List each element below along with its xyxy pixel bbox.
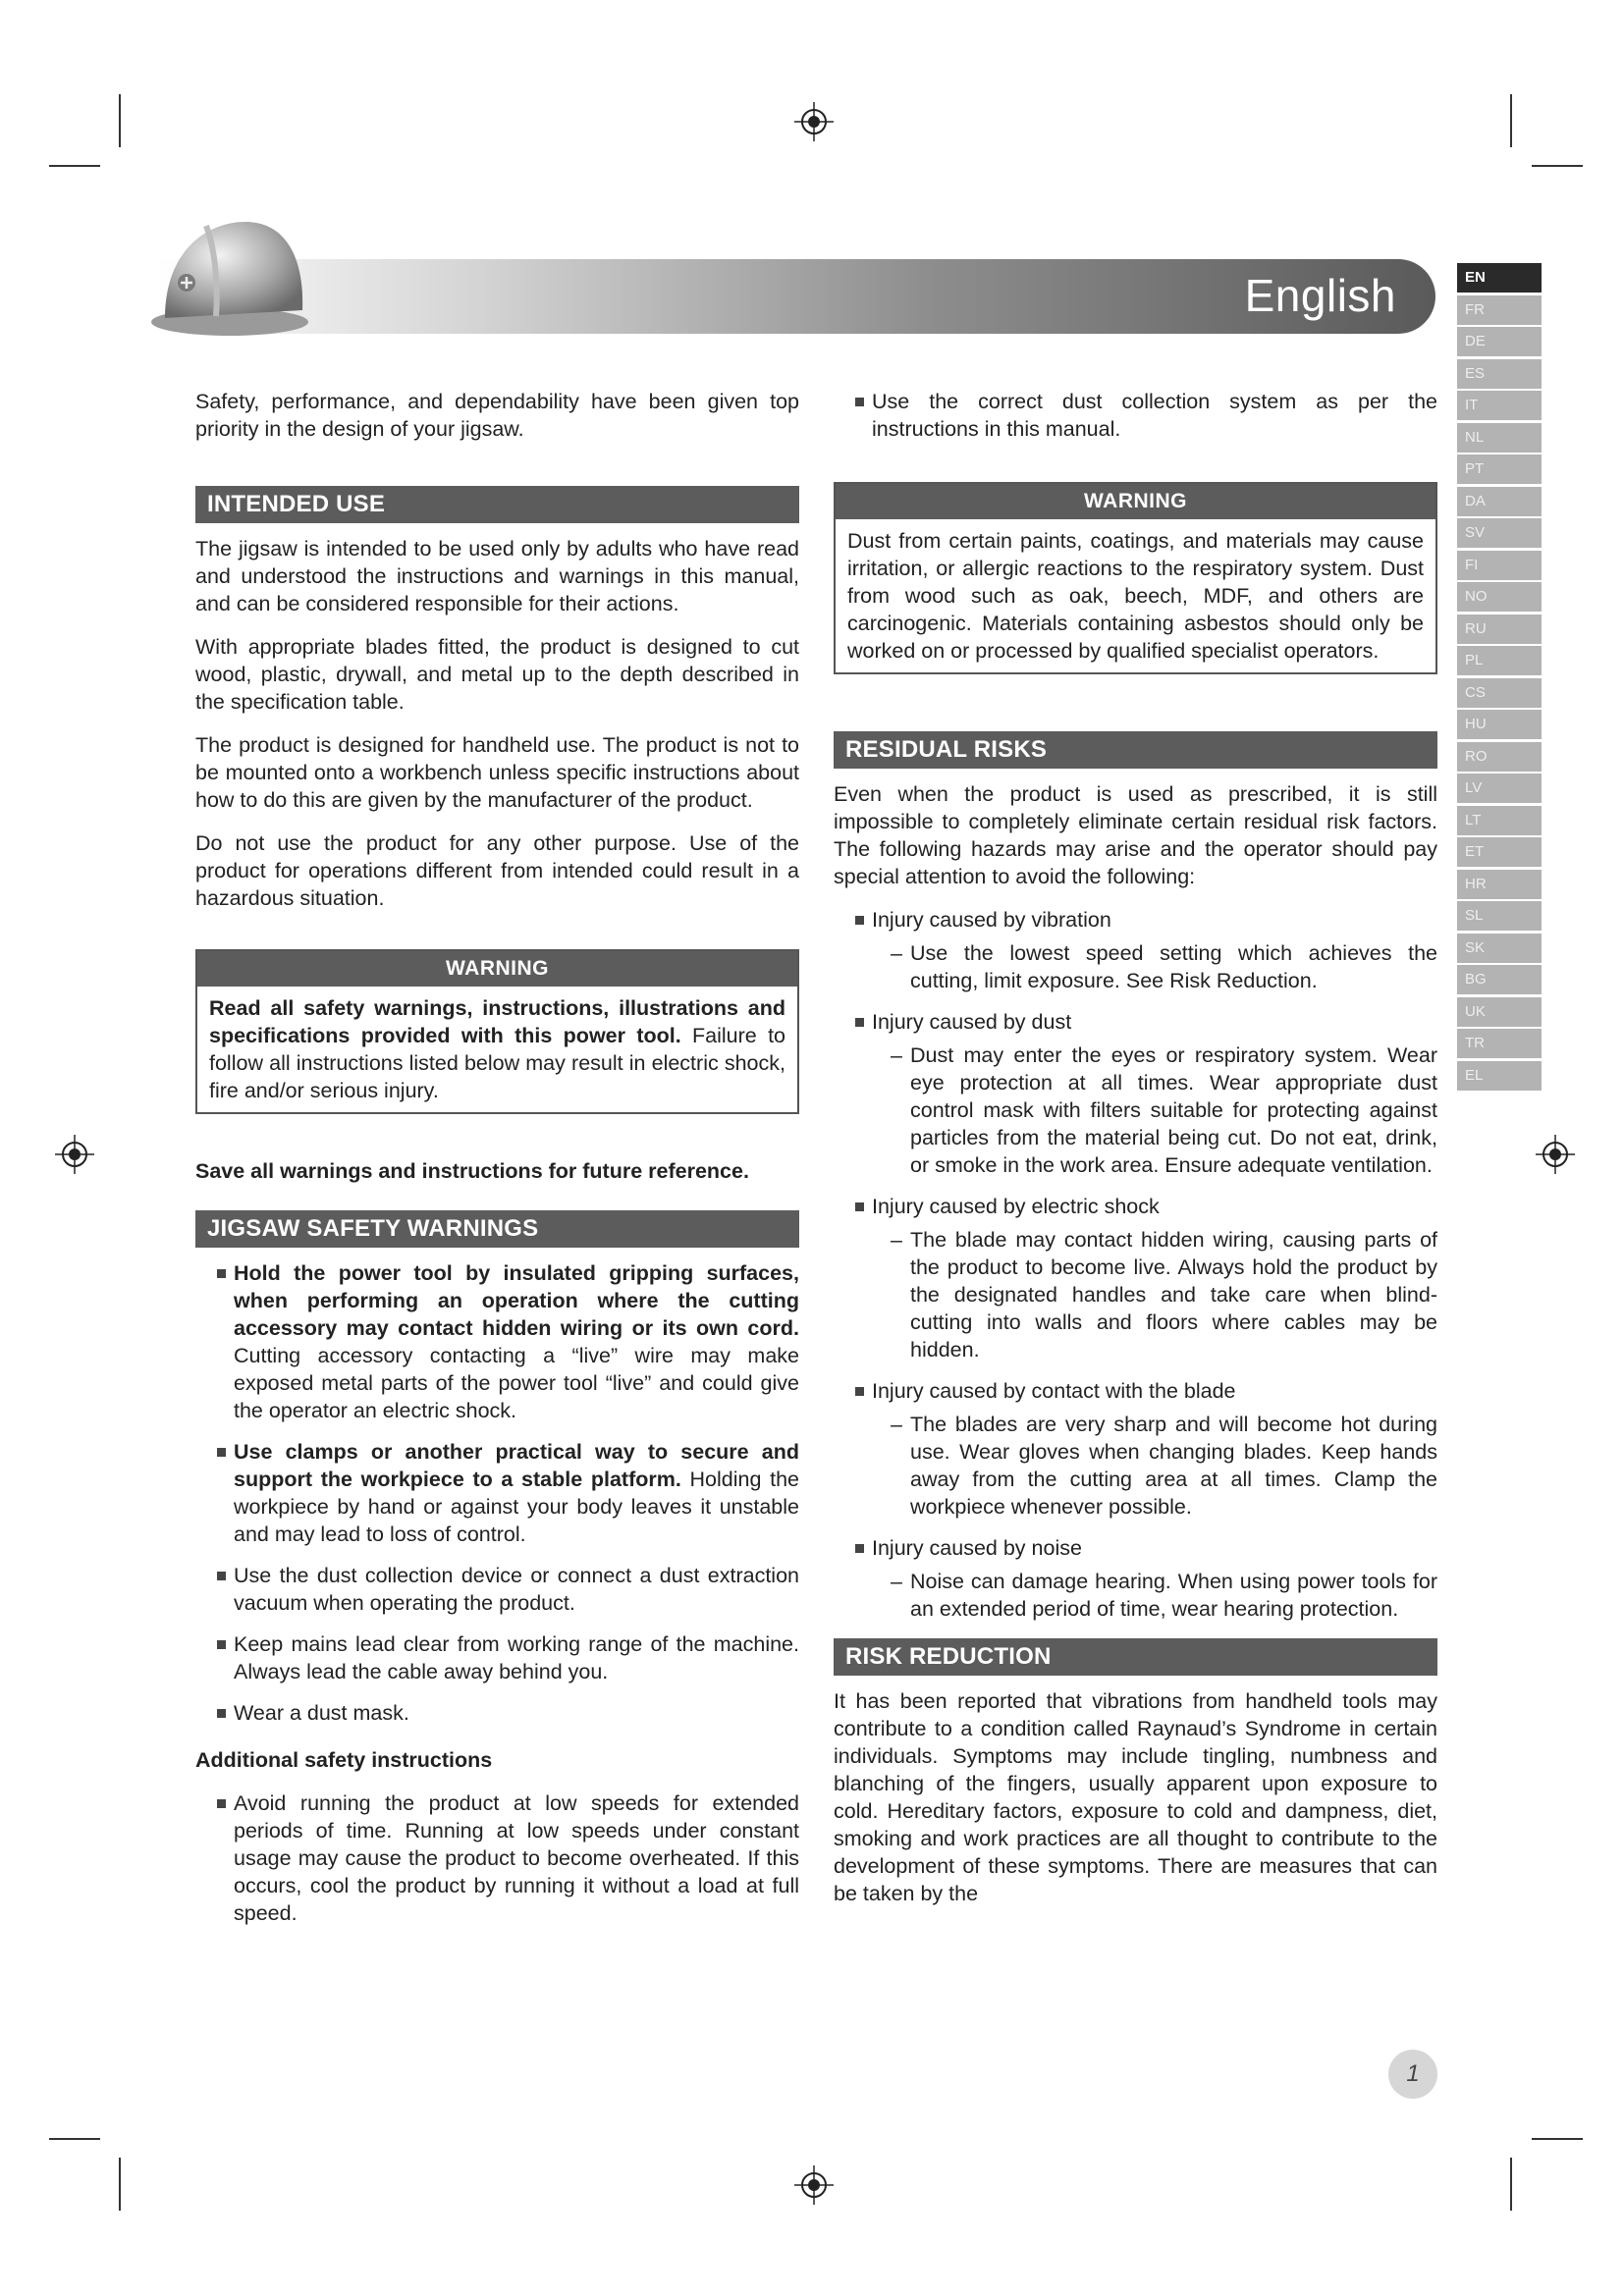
bullet-square-icon (217, 1572, 226, 1580)
jigsaw-warnings-heading: JIGSAW SAFETY WARNINGS (195, 1210, 799, 1248)
language-tab-hu[interactable]: HU (1457, 710, 1542, 739)
risk-title: Injury caused by electric shock (872, 1195, 1160, 1218)
registration-mark-icon (55, 1135, 94, 1174)
bullet-square-icon (855, 1202, 864, 1211)
intended-use-paragraph: The product is designed for handheld use. The product is not to be mounted onto a workbench unless specific instructions about how to do this are given by the manufacturer of the product. (195, 733, 799, 812)
warning-item-bold: Use clamps or another practical way to secure and support the workpiece to a stable platform. (234, 1440, 799, 1491)
language-tabs (1457, 263, 1542, 1093)
warning-item-text: Keep mains lead clear from working range of the machine. Always lead the cable away behind you. (234, 1632, 799, 1683)
language-tab-tr[interactable]: TR (1457, 1029, 1542, 1058)
language-tab-ro[interactable]: RO (1457, 742, 1542, 772)
crop-mark (1510, 2158, 1512, 2211)
dash-icon: – (891, 1413, 902, 1436)
language-tab-no[interactable]: NO (1457, 582, 1542, 612)
save-note: Save all warnings and instructions for future reference. (195, 1159, 749, 1183)
warning-box (195, 949, 799, 1114)
list-item: Avoid running the product at low speeds for extended periods of time. Running at low speeds under constant usage may cause the product to become overheated. If this occurs, cool the product by running it without a load at full speed. (217, 1789, 799, 1927)
crop-mark (49, 165, 100, 167)
bullet-square-icon (217, 1640, 226, 1649)
language-tab-el[interactable]: EL (1457, 1061, 1542, 1091)
dash-icon: – (891, 941, 902, 965)
list-item (855, 1377, 1437, 1521)
safety-helmet-icon (147, 212, 309, 340)
risk-reduction-text: It has been reported that vibrations from handheld tools may contribute to a condition called Raynaud’s Syndrome in certain individuals. Symptoms may include tingling, numbness and blanching of the fingers, usually apparent upon exposure to cold. Hereditary factors, exposure to cold and dampness, diet, smoking and work practices are all thought to contribute to the development of these symptoms. There are measures that can be taken by the (834, 1689, 1437, 1905)
left-column (195, 388, 799, 1941)
risk-detail: The blades are very sharp and will become hot during use. Wear gloves when changing blades. Keep hands away from the cutting area at all times. Clamp the workpiece whenever possible. (910, 1413, 1437, 1519)
right-column (834, 388, 1437, 1923)
language-tab-es[interactable]: ES (1457, 359, 1542, 389)
warning-item-text: Wear a dust mask. (234, 1701, 409, 1725)
risk-title: Injury caused by contact with the blade (872, 1379, 1236, 1403)
language-tab-uk[interactable]: UK (1457, 997, 1542, 1027)
language-tab-fi[interactable]: FI (1457, 551, 1542, 580)
list-item (855, 1193, 1437, 1363)
list-item (855, 1534, 1437, 1623)
additional-heading: Additional safety instructions (195, 1748, 493, 1772)
bullet-square-icon (855, 1544, 864, 1553)
language-tab-et[interactable]: ET (1457, 837, 1542, 867)
intended-use-paragraph: With appropriate blades fitted, the product is designed to cut wood, plastic, drywall, and metal up to the depth described in the specification table. (195, 635, 799, 714)
language-tab-de[interactable]: DE (1457, 327, 1542, 356)
crop-mark (119, 94, 121, 147)
dash-icon: – (891, 1228, 902, 1252)
list-item (855, 906, 1437, 994)
risk-title: Injury caused by dust (872, 1010, 1072, 1034)
registration-mark-icon (794, 2165, 834, 2205)
language-tab-hr[interactable]: HR (1457, 870, 1542, 899)
language-tab-ru[interactable]: RU (1457, 614, 1542, 644)
language-tab-sv[interactable]: SV (1457, 518, 1542, 548)
language-tab-pl[interactable]: PL (1457, 646, 1542, 675)
risk-detail: Noise can damage hearing. When using power tools for an extended period of time, wear hearing protection. (910, 1570, 1437, 1621)
bullet-square-icon (855, 398, 864, 406)
crop-mark (119, 2158, 121, 2211)
language-tab-sl[interactable]: SL (1457, 901, 1542, 931)
language-tab-it[interactable]: IT (1457, 391, 1542, 420)
warning-text: Failure to follow all instructions listed below may result in electric shock, fire and/or serious injury. (209, 1024, 786, 1102)
bullet-square-icon (217, 1269, 226, 1278)
warning-item-text: Cutting accessory contacting a “live” wire may make exposed metal parts of the power tool “live” and could give the operator an electric shock. (234, 1344, 799, 1422)
dash-icon: – (891, 1043, 902, 1067)
crop-mark (1532, 2138, 1583, 2140)
risk-title: Injury caused by noise (872, 1536, 1082, 1560)
list-item (217, 1699, 799, 1727)
page-number: 1 (1388, 2050, 1437, 2099)
crop-mark (1532, 165, 1583, 167)
language-tab-sk[interactable]: SK (1457, 934, 1542, 963)
language-tab-fr[interactable]: FR (1457, 295, 1542, 325)
risk-title: Injury caused by vibration (872, 908, 1111, 932)
page-title: English (1244, 270, 1396, 321)
risk-detail: Dust may enter the eyes or respiratory system. Wear eye protection at all times. Wear appropriate dust control mask with filters suitable for protecting against particles from the material being cut. Do not eat, drink, or smoke in the work area. Ensure adequate ventilation. (910, 1043, 1437, 1177)
warning-box (834, 482, 1437, 674)
warning-item-text: Holding the workpiece by hand or against your body leaves it unstable and may lead to loss of control. (234, 1468, 799, 1546)
warning-heading: WARNING (197, 951, 797, 987)
language-tab-lv[interactable]: LV (1457, 774, 1542, 803)
registration-mark-icon (1536, 1135, 1575, 1174)
risk-detail: The blade may contact hidden wiring, causing parts of the product to become live. Always hold the product by the designated handles and take care when blind-cutting into walls and floors where cables may be hidden. (910, 1228, 1437, 1362)
list-item (217, 1562, 799, 1617)
list-item (217, 1259, 799, 1424)
bullet-square-icon (855, 1387, 864, 1396)
intro-text: Safety, performance, and dependability have been given top priority in the design of your jigsaw. (195, 390, 799, 441)
language-tab-da[interactable]: DA (1457, 487, 1542, 516)
list-item (217, 1630, 799, 1685)
bullet-square-icon (217, 1799, 226, 1808)
crop-mark (49, 2138, 100, 2140)
list-item (855, 1008, 1437, 1179)
risk-detail: Use the lowest speed setting which achieves the cutting, limit exposure. See Risk Reduction. (910, 941, 1437, 992)
crop-mark (1510, 94, 1512, 147)
list-item (217, 1438, 799, 1548)
warning-bold-text: Read all safety warnings, instructions, illustrations and specifications provided with this power tool. (209, 996, 785, 1047)
intended-use-paragraph: Do not use the product for any other purpose. Use of the product for operations different from intended could result in a hazardous situation. (195, 831, 799, 910)
warning-text: Dust from certain paints, coatings, and materials may cause irritation, or allergic reactions to the respiratory system. Dust from wood such as oak, beech, MDF, and others are carcinogenic. Materials containing asbestos should only be worked on or processed by qualified specialist operators. (847, 529, 1424, 663)
warning-heading: WARNING (836, 484, 1435, 519)
list-item: Use the correct dust collection system as per the instructions in this manual. (855, 388, 1437, 443)
intended-use-paragraph: The jigsaw is intended to be used only by adults who have read and understood the instructions and warnings in this manual, and can be considered responsible for their actions. (195, 537, 799, 615)
residual-risks-heading: RESIDUAL RISKS (834, 731, 1437, 769)
header-banner (157, 259, 1435, 334)
language-tab-bg[interactable]: BG (1457, 965, 1542, 994)
bullet-square-icon (217, 1709, 226, 1718)
residual-intro: Even when the product is used as prescribed, it is still impossible to completely eliminate certain residual risk factors. The following hazards may arise and the operator should pay special attention to avoid the following: (834, 782, 1437, 888)
warning-item-text: Use the dust collection device or connect a dust extraction vacuum when operating the product. (234, 1564, 799, 1615)
intended-use-heading: INTENDED USE (195, 486, 799, 523)
language-tab-nl[interactable]: NL (1457, 423, 1542, 453)
language-tab-cs[interactable]: CS (1457, 678, 1542, 708)
bullet-square-icon (855, 1018, 864, 1027)
bullet-square-icon (855, 916, 864, 925)
bullet-square-icon (217, 1448, 226, 1457)
language-tab-lt[interactable]: LT (1457, 806, 1542, 835)
dash-icon: – (891, 1570, 902, 1593)
warning-item-bold: Hold the power tool by insulated gripping surfaces, when performing an operation where the cutting accessory may contact hidden wiring or its own cord. (234, 1261, 799, 1340)
language-tab-pt[interactable]: PT (1457, 454, 1542, 484)
language-tab-en[interactable]: EN (1457, 263, 1542, 293)
risk-reduction-heading: RISK REDUCTION (834, 1638, 1437, 1676)
registration-mark-icon (794, 102, 834, 141)
